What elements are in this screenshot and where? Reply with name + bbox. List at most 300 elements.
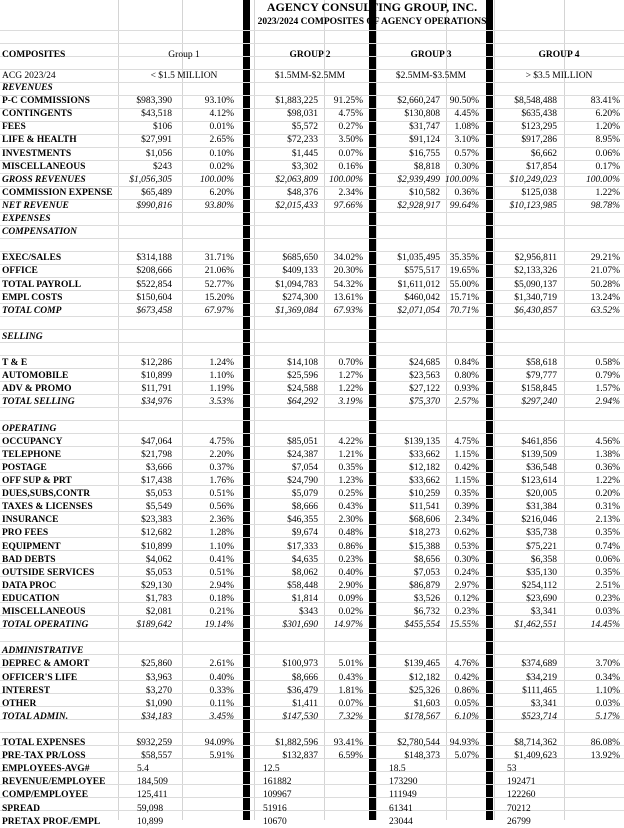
percent-cell: 1.22% (338, 384, 363, 395)
value-cell: $27,991 (141, 135, 172, 146)
percent-cell: 14.97% (333, 620, 363, 631)
percent-cell: 19.14% (204, 620, 234, 631)
value-cell: $47,064 (141, 436, 172, 447)
percent-cell: 5.17% (595, 711, 620, 722)
percent-cell: 83.41% (590, 96, 620, 107)
percent-cell: 0.16% (338, 161, 363, 172)
percent-cell: 4.76% (454, 659, 479, 670)
percent-cell: 0.79% (595, 371, 620, 382)
percent-cell: 7.32% (338, 711, 363, 722)
value-cell: $31,747 (409, 122, 440, 133)
percent-cell: 15.55% (449, 620, 479, 631)
value-cell: $1,814 (291, 593, 318, 604)
value-cell: $1,882,596 (275, 738, 318, 748)
percent-cell: 0.20% (595, 489, 620, 500)
percent-cell: 2.90% (338, 580, 363, 591)
percent-cell: 0.70% (338, 358, 363, 369)
value-cell: 125,411 (137, 790, 168, 801)
grid-hline (0, 433, 624, 434)
percent-cell: 6.20% (595, 109, 620, 120)
percent-cell: 3.70% (595, 659, 620, 670)
value-cell: $11,791 (141, 384, 172, 395)
value-cell: $130,808 (404, 109, 440, 120)
percent-cell: 93.41% (333, 738, 363, 748)
percent-cell: 54.32% (333, 279, 363, 290)
percent-cell: 0.40% (338, 567, 363, 578)
percent-cell: 35.35% (449, 253, 479, 264)
value-cell: $3,341 (530, 698, 557, 709)
value-cell: $409,133 (282, 266, 318, 277)
value-cell: $139,509 (521, 449, 557, 460)
value-cell: $1,409,623 (514, 751, 557, 762)
group-4-header: GROUP 4 (538, 50, 580, 60)
grid-vline (376, 0, 377, 820)
percent-cell: 98.78% (590, 200, 620, 211)
percent-cell: 21.06% (204, 266, 234, 277)
value-cell: $15,388 (409, 541, 440, 552)
value-cell: $85,051 (287, 436, 318, 447)
percent-cell: 5.01% (338, 659, 363, 670)
percent-cell: 0.42% (454, 672, 479, 683)
acg-label: ACG 2023/24 (2, 71, 56, 81)
row-label: TOTAL COMP (2, 305, 62, 316)
value-cell: $64,292 (287, 397, 318, 408)
percent-cell: 0.05% (454, 698, 479, 709)
value-cell: 111949 (389, 790, 417, 801)
percent-cell: 0.01% (209, 122, 234, 133)
percent-cell: 93.80% (204, 200, 234, 211)
value-cell: $17,438 (141, 476, 172, 486)
value-cell: $3,963 (145, 672, 172, 683)
grid-hline (0, 420, 624, 421)
percent-cell: 1.81% (338, 685, 363, 696)
value-cell: $123,614 (521, 476, 557, 486)
value-cell: $5,090,137 (514, 279, 557, 290)
grid-hline (0, 225, 624, 226)
percent-cell: 0.09% (338, 593, 363, 604)
grid-hline (0, 43, 624, 44)
value-cell: $17,854 (526, 161, 557, 172)
percent-cell: 0.10% (209, 148, 234, 159)
percent-cell: 3.10% (454, 135, 479, 146)
value-cell: $189,642 (136, 620, 172, 631)
row-label: DATA PROC (2, 580, 57, 591)
value-cell: 70212 (507, 803, 531, 814)
value-cell: $1,462,551 (514, 620, 557, 631)
value-cell: $25,326 (409, 685, 440, 696)
percent-cell: 0.03% (595, 698, 620, 709)
section-label: OPERATING (2, 423, 57, 434)
value-cell: $932,259 (136, 738, 172, 748)
percent-cell: 0.62% (454, 528, 479, 539)
value-cell: $2,063,809 (275, 174, 318, 185)
column-separator (369, 0, 376, 820)
percent-cell: 4.75% (454, 436, 479, 447)
percent-cell: 13.24% (590, 292, 620, 303)
value-cell: 161882 (263, 777, 292, 788)
value-cell: $17,333 (287, 541, 318, 552)
value-cell: $3,666 (145, 462, 172, 473)
value-cell: 26799 (507, 816, 531, 827)
row-label: MISCELLANEOUS (2, 161, 86, 172)
percent-cell: 94.93% (449, 738, 479, 748)
row-label: TAXES & LICENSES (2, 502, 93, 513)
grid-vline (182, 0, 183, 820)
column-separator (486, 0, 493, 820)
value-cell: 10670 (263, 816, 287, 827)
percent-cell: 8.95% (595, 135, 620, 146)
percent-cell: 2.30% (338, 515, 363, 526)
value-cell: $33,662 (409, 476, 440, 486)
range-group-1: < $1.5 MILLION (150, 71, 218, 81)
percent-cell: 1.23% (338, 476, 363, 486)
value-cell: $1,340,719 (514, 292, 557, 303)
value-cell: $9,674 (291, 528, 318, 539)
percent-cell: 0.39% (454, 502, 479, 513)
value-cell: 18.5 (389, 764, 406, 775)
percent-cell: 0.25% (338, 489, 363, 500)
percent-cell: 19.65% (449, 266, 479, 277)
value-cell: $243 (153, 161, 172, 172)
value-cell: $3,341 (530, 607, 557, 617)
value-cell: $7,054 (291, 462, 318, 473)
percent-cell: 2.61% (209, 659, 234, 670)
value-cell: $14,108 (287, 358, 318, 369)
value-cell: $314,188 (136, 253, 172, 264)
value-cell: $10,259 (409, 489, 440, 500)
value-cell: $11,541 (409, 502, 440, 513)
value-cell: $2,081 (145, 607, 172, 617)
value-cell: $43,518 (141, 109, 172, 120)
percent-cell: 21.07% (590, 266, 620, 277)
value-cell: $216,046 (521, 515, 557, 526)
percent-cell: 2.20% (209, 449, 234, 460)
value-cell: $1,369,084 (275, 305, 318, 316)
percent-cell: 0.51% (209, 489, 234, 500)
row-label: DUES,SUBS,CONTR (2, 489, 91, 500)
value-cell: $18,273 (409, 528, 440, 539)
value-cell: 192471 (507, 777, 536, 788)
value-cell: $72,233 (287, 135, 318, 146)
percent-cell: 3.50% (338, 135, 363, 146)
percent-cell: 0.43% (338, 672, 363, 683)
percent-cell: 2.94% (595, 397, 620, 408)
grid-hline (0, 355, 624, 356)
value-cell: $100,973 (282, 659, 318, 670)
value-cell: $1,445 (291, 148, 318, 159)
value-cell: 122260 (507, 790, 536, 801)
percent-cell: 0.36% (595, 462, 620, 473)
value-cell: $148,373 (404, 751, 440, 762)
value-cell: $1,035,495 (397, 253, 440, 264)
percent-cell: 4.12% (209, 109, 234, 120)
value-cell: $374,689 (521, 659, 557, 670)
value-cell: $79,777 (526, 371, 557, 382)
percent-cell: 4.75% (338, 109, 363, 120)
percent-cell: 1.57% (595, 384, 620, 395)
percent-cell: 0.24% (454, 567, 479, 578)
percent-cell: 0.48% (338, 528, 363, 539)
percent-cell: 0.51% (209, 567, 234, 578)
value-cell: $1,411 (292, 698, 318, 709)
row-label: EMPL COSTS (2, 292, 63, 303)
percent-cell: 6.59% (338, 751, 363, 762)
value-cell: 23044 (389, 816, 413, 827)
value-cell: $139,135 (404, 436, 440, 447)
percent-cell: 0.58% (595, 358, 620, 369)
report-subtitle: 2023/2024 COMPOSITES OF AGENCY OPERATIONS (257, 17, 487, 27)
percent-cell: 2.36% (209, 515, 234, 526)
percent-cell: 100.00% (328, 174, 363, 185)
percent-cell: 1.20% (595, 122, 620, 133)
percent-cell: 0.34% (595, 672, 620, 683)
row-label: LIFE & HEALTH (2, 135, 77, 146)
percent-cell: 55.00% (449, 279, 479, 290)
percent-cell: 34.02% (333, 253, 363, 264)
row-label: EDUCATION (2, 593, 60, 604)
value-cell: $6,430,857 (514, 305, 557, 316)
value-cell: $8,062 (291, 567, 318, 578)
value-cell: $10,899 (141, 541, 172, 552)
percent-cell: 0.36% (454, 187, 479, 198)
percent-cell: 15.20% (204, 292, 234, 303)
value-cell: $35,130 (526, 567, 557, 578)
value-cell: $31,384 (526, 502, 557, 513)
percent-cell: 5.07% (454, 751, 479, 762)
value-cell: 51916 (263, 803, 287, 814)
percent-cell: 50.28% (590, 279, 620, 290)
value-cell: $8,548,488 (514, 96, 557, 107)
percent-cell: 0.56% (209, 502, 234, 513)
percent-cell: 2.65% (209, 135, 234, 146)
percent-cell: 0.43% (338, 502, 363, 513)
value-cell: $917,286 (521, 135, 557, 146)
percent-cell: 93.10% (204, 96, 234, 107)
value-cell: $3,302 (291, 161, 318, 172)
percent-cell: 90.50% (449, 96, 479, 107)
percent-cell: 0.11% (209, 698, 234, 709)
percent-cell: 13.92% (590, 751, 620, 762)
value-cell: $208,666 (136, 266, 172, 277)
value-cell: $123,295 (521, 122, 557, 133)
row-label: DEPREC & AMORT (2, 659, 90, 670)
grid-hline (0, 654, 624, 655)
percent-cell: 6.10% (454, 711, 479, 722)
value-cell: $4,062 (145, 554, 172, 565)
column-separator (243, 0, 250, 820)
percent-cell: 1.15% (454, 476, 479, 486)
row-label: TELEPHONE (2, 449, 62, 460)
value-cell: $1,883,225 (275, 96, 318, 107)
report-title: AGENCY CONSULTING GROUP, INC. (266, 0, 478, 14)
percent-cell: 0.18% (209, 593, 234, 604)
value-cell: $46,355 (287, 515, 318, 526)
value-cell: $10,249,023 (509, 174, 557, 185)
value-cell: $10,899 (141, 371, 172, 382)
grid-vline (118, 0, 119, 820)
percent-cell: 0.35% (595, 528, 620, 539)
row-label: OUTSIDE SERVICES (2, 567, 95, 578)
value-cell: $21,798 (141, 449, 172, 460)
value-cell: $460,042 (404, 292, 440, 303)
value-cell: $23,690 (526, 593, 557, 604)
value-cell: $86,879 (409, 580, 440, 591)
percent-cell: 0.35% (454, 489, 479, 500)
row-label: REVENUE/EMPLOYEE (2, 777, 106, 788)
group-1-header: Group 1 (168, 50, 200, 60)
percent-cell: 0.06% (595, 554, 620, 565)
value-cell: $990,816 (136, 200, 172, 211)
value-cell: $6,662 (530, 148, 557, 159)
grid-hline (0, 69, 624, 70)
percent-cell: 13.61% (333, 292, 363, 303)
percent-cell: 2.57% (454, 397, 479, 408)
value-cell: $147,530 (282, 711, 318, 722)
row-label: P-C COMMISSIONS (2, 96, 90, 107)
grid-hline (0, 641, 624, 642)
grid-hline (0, 238, 624, 239)
percent-cell: 1.19% (209, 384, 234, 395)
percent-cell: 2.34% (454, 515, 479, 526)
value-cell: $5,572 (291, 122, 318, 133)
percent-cell: 0.33% (209, 685, 234, 696)
percent-cell: 67.97% (204, 305, 234, 316)
value-cell: 173290 (389, 777, 418, 788)
value-cell: $2,939,499 (397, 174, 440, 185)
row-label: T & E (2, 358, 28, 369)
value-cell: $685,650 (282, 253, 318, 264)
value-cell: $10,582 (409, 187, 440, 198)
value-cell: 12.5 (263, 764, 280, 775)
row-label: TOTAL EXPENSES (2, 738, 86, 748)
value-cell: $75,221 (526, 541, 557, 552)
value-cell: $5,549 (145, 502, 172, 513)
value-cell: $5,053 (145, 567, 172, 578)
percent-cell: 6.20% (209, 187, 234, 198)
grid-vline (494, 0, 495, 820)
row-label: TOTAL OPERATING (2, 620, 89, 631)
value-cell: $2,780,544 (397, 738, 440, 748)
value-cell: 59,098 (137, 803, 164, 814)
row-label: SPREAD (2, 803, 41, 814)
value-cell: $2,071,054 (397, 305, 440, 316)
value-cell: $1,094,783 (275, 279, 318, 290)
row-label: INSURANCE (2, 515, 59, 526)
percent-cell: 1.28% (209, 528, 234, 539)
percent-cell: 15.71% (449, 292, 479, 303)
value-cell: $106 (153, 122, 172, 133)
range-group-4: > $3.5 MILLION (525, 71, 593, 81)
percent-cell: 1.10% (595, 685, 620, 696)
percent-cell: 2.94% (209, 580, 234, 591)
percent-cell: 5.91% (209, 751, 234, 762)
row-label: INVESTMENTS (2, 148, 72, 159)
percent-cell: 1.08% (454, 122, 479, 133)
value-cell: $274,300 (282, 292, 318, 303)
percent-cell: 29.21% (590, 253, 620, 264)
grid-vline (564, 0, 565, 820)
percent-cell: 100.00% (444, 174, 479, 185)
value-cell: $24,387 (287, 449, 318, 460)
value-cell: $2,133,326 (514, 266, 557, 277)
value-cell: $575,517 (404, 266, 440, 277)
section-label: COMPENSATION (2, 227, 77, 238)
value-cell: $6,358 (530, 554, 557, 565)
percent-cell: 1.38% (595, 449, 620, 460)
value-cell: $3,270 (145, 685, 172, 696)
row-label: AUTOMOBILE (2, 371, 69, 382)
percent-cell: 1.21% (338, 449, 363, 460)
value-cell: $91,124 (409, 135, 440, 146)
percent-cell: 52.77% (204, 279, 234, 290)
value-cell: $5,053 (145, 489, 172, 500)
value-cell: 109967 (263, 790, 292, 801)
percent-cell: 0.12% (454, 593, 479, 604)
row-label: OFFICE (2, 266, 38, 277)
row-label: COMP/EMPLOYEE (2, 790, 89, 801)
value-cell: $461,856 (521, 436, 557, 447)
percent-cell: 0.02% (209, 161, 234, 172)
value-cell: 10,899 (137, 816, 164, 827)
percent-cell: 97.66% (333, 200, 363, 211)
percent-cell: 0.35% (338, 462, 363, 473)
value-cell: $23,563 (409, 371, 440, 382)
percent-cell: 3.45% (209, 711, 234, 722)
value-cell: $36,479 (287, 685, 318, 696)
grid-hline (0, 329, 624, 330)
percent-cell: 3.19% (338, 397, 363, 408)
value-cell: $36,548 (526, 462, 557, 473)
percent-cell: 2.13% (595, 515, 620, 526)
value-cell: $455,554 (404, 620, 440, 631)
percent-cell: 3.53% (209, 397, 234, 408)
value-cell: $34,976 (141, 397, 172, 408)
value-cell: $12,682 (141, 528, 172, 539)
row-label: OTHER (2, 698, 37, 709)
value-cell: $65,489 (141, 187, 172, 198)
row-label: TOTAL ADMIN. (2, 711, 69, 722)
percent-cell: 4.75% (209, 436, 234, 447)
row-label: TOTAL SELLING (2, 397, 75, 408)
row-label: OFFICER'S LIFE (2, 672, 78, 683)
section-label: REVENUES (2, 83, 53, 93)
value-cell: $1,603 (413, 698, 440, 709)
value-cell: $178,567 (404, 711, 440, 722)
percent-cell: 4.56% (595, 436, 620, 447)
value-cell: 61341 (389, 803, 413, 814)
value-cell: $12,182 (409, 672, 440, 683)
value-cell: 5.4 (137, 764, 149, 775)
value-cell: $1,056,305 (129, 174, 172, 185)
value-cell: $34,219 (526, 672, 557, 683)
value-cell: $523,714 (521, 711, 557, 722)
percent-cell: 91.25% (333, 96, 363, 107)
percent-cell: 0.93% (454, 384, 479, 395)
section-label: EXPENSES (2, 214, 51, 224)
percent-cell: 1.10% (209, 371, 234, 382)
percent-cell: 0.35% (595, 567, 620, 578)
percent-cell: 1.22% (595, 187, 620, 198)
row-label: OCCUPANCY (2, 436, 63, 447)
value-cell: $35,738 (526, 528, 557, 539)
percent-cell: 0.07% (338, 698, 363, 709)
percent-cell: 0.27% (338, 122, 363, 133)
percent-cell: 1.15% (454, 449, 479, 460)
row-label: EMPLOYEES-AVG# (2, 764, 90, 775)
value-cell: $33,662 (409, 449, 440, 460)
percent-cell: 31.71% (204, 253, 234, 264)
range-group-3: $2.5MM-$3.5MM (395, 71, 467, 81)
